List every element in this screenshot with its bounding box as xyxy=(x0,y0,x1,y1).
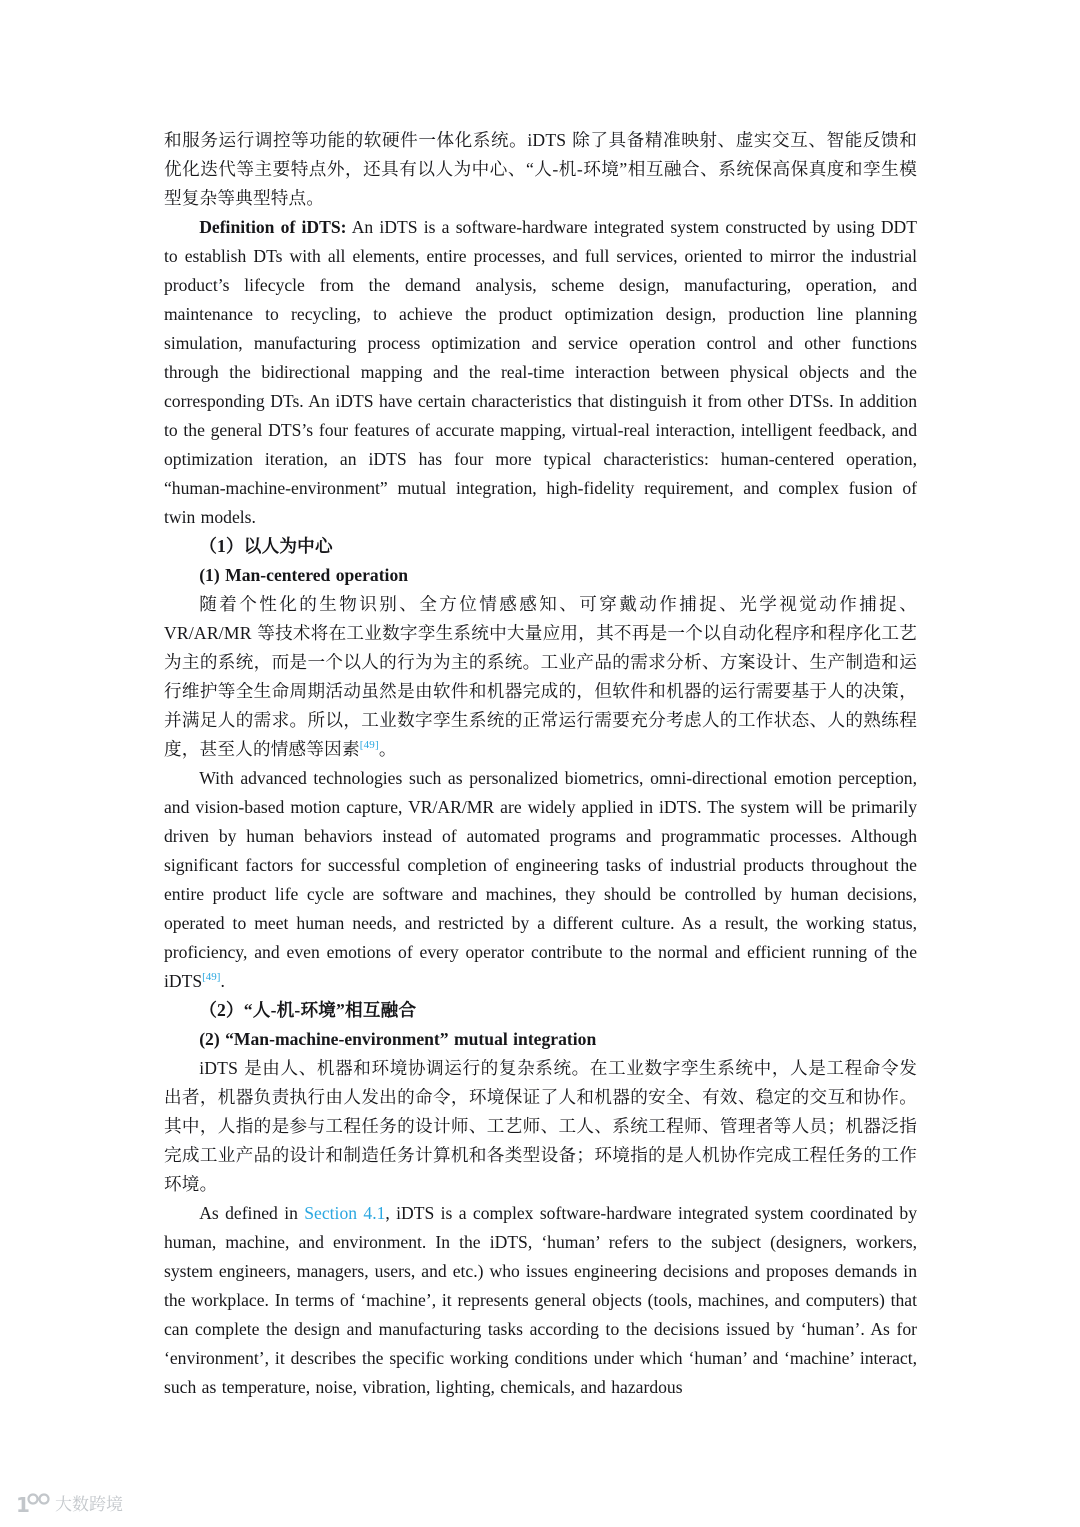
reference-49-link[interactable]: [49] xyxy=(359,739,379,751)
section-4-1-link[interactable]: Section 4.1 xyxy=(304,1203,386,1223)
svg-text:1: 1 xyxy=(16,1492,30,1514)
heading-2-en: (2) “Man-machine-environment” mutual integration xyxy=(199,1029,597,1049)
paragraph-definition xyxy=(164,213,917,532)
paragraph-cn-continuation: 和服务运行调控等功能的软硬件一体化系统。iDTS 除了具备精准映射、虚实交互、智能反馈和优化迭代等主要特点外，还具有以人为中心、“人-机-环境”相互融合、系统保高保真度和孪生模型复杂等典型特点。 xyxy=(164,130,917,208)
paragraph-en-man-centered-text: With advanced technologies such as personalized biometrics, omni-directional emotion perception, and vision-based motion capture, VR/AR/MR are widely applied in iDTS. The system will be primarily driven by human behaviors instead of automated programs and programmatic processes. Although significant factors for successful completion of engineering tasks of industrial products throughout the entire product life cycle are software and machines, they should be controlled by human decisions, operated to meet human needs, and restricted by a different culture. As a result, the working status, proficiency, and even emotions of every operator contribute to the normal and efficient running of the iDTS xyxy=(164,768,917,991)
watermark-text: 大数跨境 xyxy=(55,1495,123,1515)
heading-1-en: (1) Man-centered operation xyxy=(199,565,409,585)
watermark-logo-icon xyxy=(16,1492,50,1514)
paragraph-en-man-centered-end: . xyxy=(220,971,225,991)
paragraph-cn-mme-integration: iDTS 是由人、机器和环境协调运行的复杂系统。在工业数字孪生系统中，人是工程命令发出者，机器负责执行由人发出的命令，环境保证了人和机器的安全、有效、稳定的交互和协作。其中，人指的是参与工程任务的设计师、工艺师、工人、系统工程师、管理者等人员；机器泛指完成工业产品的设计和制造任务计算机和各类型设备；环境指的是人机协作完成工程任务的工作环境。 xyxy=(164,1058,917,1194)
page-content xyxy=(164,126,917,1402)
definition-label: Definition of iDTS: xyxy=(199,217,347,237)
watermark xyxy=(16,1490,123,1515)
paragraph-en-mme-integration xyxy=(164,1199,917,1402)
paragraph-en-mme-after-link: , iDTS is a complex software-hardware integrated system coordinated by human, machine, and environment. In the iDTS, ‘human’ refers to the subject (designers, workers, system engineers, managers, users, and etc.) who issues engineering decisions and proposes demands in the workplace. In terms of ‘machine’, it represents general objects (tools, machines, and computers) that can complete the design and manufacturing tasks according to the decisions issued by ‘human’. As for ‘environment’, it describes the specific working conditions under which ‘human’ and ‘machine’ interact, such as temperature, noise, vibration, lighting, chemicals, and hazardous xyxy=(164,1203,917,1397)
paragraph-cn-man-centered-text: 随着个性化的生物识别、全方位情感感知、可穿戴动作捕捉、光学视觉动作捕捉、VR/AR/MR 等技术将在工业数字孪生系统中大量应用，其不再是一个以自动化程序和程序化工艺为主的系统，而是一个以人的行为为主的系统。工业产品的需求分析、方案设计、生产制造和运行维护等全生命周期活动虽然是由软件和机器完成的，但软件和机器的运行需要基于人的决策，并满足人的需求。所以，工业数字孪生系统的正常运行需要充分考虑人的工作状态、人的熟练程度，甚至人的情感等因素 xyxy=(164,594,917,759)
reference-49-link[interactable]: [49] xyxy=(202,971,221,983)
definition-text: An iDTS is a software-hardware integrated system constructed by using DDT to establish DTs with all elements, entire processes, and full services, oriented to mirror the industrial product’s lifecycle from the demand analysis, scheme design, manufacturing, operation, and maintenance to recycling, to achieve the product optimization design, production line planning simulation, manufacturing process optimization and service operation control and other functions through the bidirectional mapping and the real-time interaction between physical objects and the corresponding DTs. An iDTS have certain characteristics that distinguish it from other DTSs. In addition to the general DTS’s four features of accurate mapping, virtual-real interaction, intelligent feedback, and optimization iteration, an iDTS has four more typical characteristics: human-centered operation, “human-machine-environment” mutual integration, high-fidelity requirement, and complex fusion of twin models. xyxy=(164,217,917,527)
heading-1-cn: （1）以人为中心 xyxy=(199,536,333,556)
paragraph-cn-man-centered xyxy=(164,590,917,764)
paragraph-cn-man-centered-end: 。 xyxy=(378,739,397,759)
paragraph-en-man-centered xyxy=(164,764,917,996)
heading-2-cn: （2）“人-机-环境”相互融合 xyxy=(199,1000,417,1020)
paragraph-en-mme-before-link: As defined in xyxy=(199,1203,305,1223)
